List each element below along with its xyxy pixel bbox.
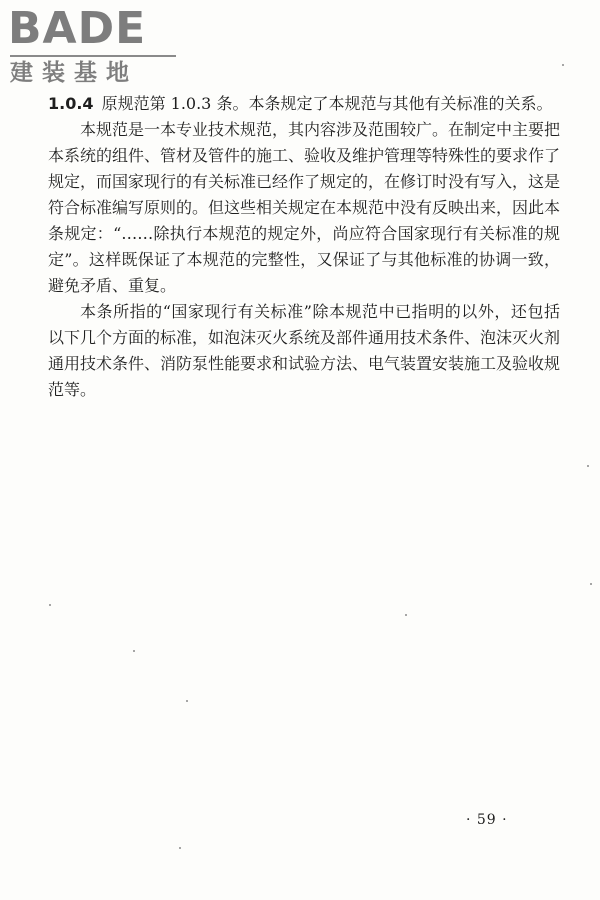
logo-divider bbox=[10, 55, 176, 57]
document-body bbox=[48, 91, 560, 403]
logo-subtitle: 建装基地 bbox=[10, 60, 138, 86]
scan-speck bbox=[587, 465, 589, 467]
scan-speck bbox=[590, 583, 592, 585]
body-paragraph-1: 本规范是一本专业技术规范，其内容涉及范围较广。在制定中主要把本系统的组件、管材及管件的施工、验收及维护管理等特殊性的要求作了规定，而国家现行的有关标准已经作了规定的，在修订时没有写入，这是符合标准编写原则的。但这些相关规定在本规范中没有反映出来，因此本条规定：“……除执行本规范的规定外，尚应符合国家现行有关标准的规定”。这样既保证了本规范的完整性，又保证了与其他标准的协调一致，避免矛盾、重复。 bbox=[48, 120, 561, 295]
clause-number: 1.0.4 bbox=[48, 94, 94, 113]
scan-speck bbox=[133, 650, 135, 652]
bade-logo bbox=[8, 3, 178, 86]
scan-speck bbox=[179, 847, 181, 849]
scan-speck bbox=[49, 604, 51, 606]
page-number: · 59 · bbox=[466, 812, 508, 828]
scan-speck bbox=[186, 700, 188, 702]
scan-speck bbox=[562, 64, 564, 66]
clause-heading: 原规范第 1.0.3 条。本条规定了本规范与其他有关标准的关系。 bbox=[101, 94, 553, 113]
body-paragraph-2: 本条所指的“国家现行有关标准”除本规范中已指明的以外，还包括以下几个方面的标准，如泡沫灭火系统及部件通用技术条件、泡沫灭火剂通用技术条件、消防泵性能要求和试验方法、电气装置安装施工及验收规范等。 bbox=[48, 302, 561, 399]
clause-paragraph bbox=[48, 91, 560, 117]
scan-speck bbox=[405, 614, 407, 616]
logo-wordmark: BADE bbox=[8, 3, 147, 54]
